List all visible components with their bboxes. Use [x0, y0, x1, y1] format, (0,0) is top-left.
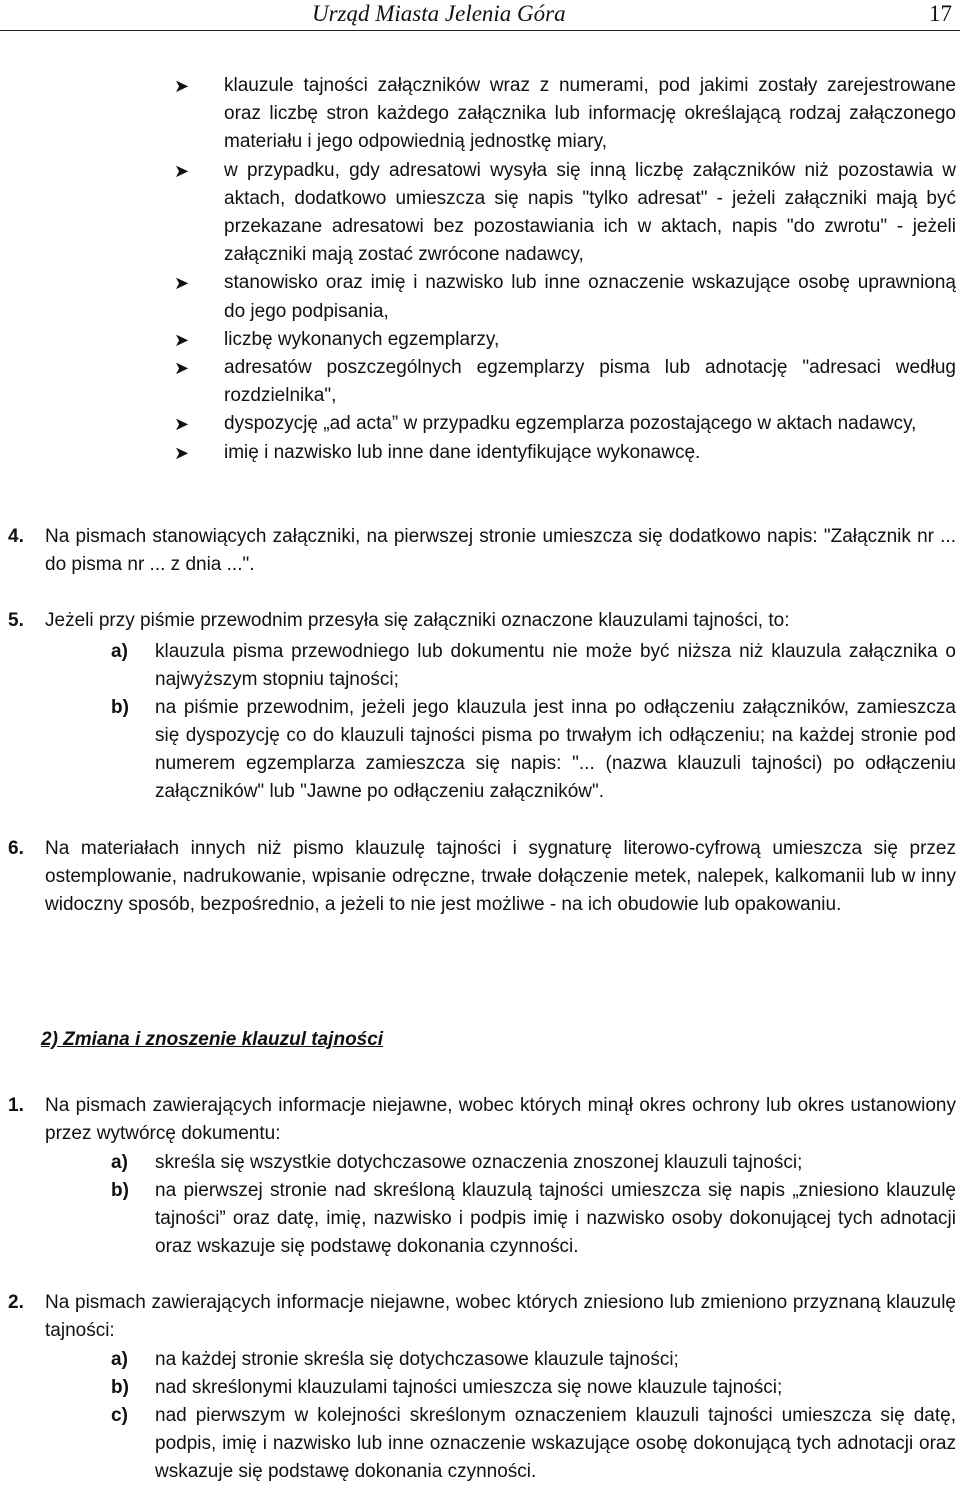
- section-paragraph-1: [0, 1092, 960, 1261]
- arrow-bullet-icon: ➤: [174, 442, 190, 463]
- arrow-bullet-icon: ➤: [174, 76, 190, 96]
- list-item-text: klauzule tajności załączników wraz z numerami, pod jakimi zostały zarejestrowane oraz liczbę stron każdego załącznika lub informację określającą rodzaj załączonego materiału i jego odpowiednią jednostkę miary,: [224, 75, 956, 153]
- sub-item-label: b): [111, 697, 129, 718]
- bullet-list: [0, 72, 960, 467]
- list-item: [0, 326, 960, 354]
- section-paragraph-2: [0, 1289, 960, 1486]
- paragraph-number: 2.: [8, 1292, 24, 1313]
- paragraph-number: 5.: [8, 610, 24, 631]
- sub-item: [0, 1177, 960, 1261]
- sub-item-label: b): [111, 1180, 129, 1201]
- sub-item-text: nad skreślonymi klauzulami tajności umieszcza się nowe klauzule tajności;: [155, 1377, 783, 1398]
- list-item: [0, 410, 960, 438]
- sub-item: [0, 1374, 960, 1402]
- paragraph-number: 1.: [8, 1095, 24, 1116]
- sub-item-text: na pierwszej stronie nad skreśloną klauzulą tajności umieszcza się napis „zniesiono klauzulę tajności” oraz datę, imię, nazwisko i podpis imię i nazwisko osoby dokonującej tych adnotacji oraz wskazuje się podstawę dokonania czynności.: [155, 1180, 956, 1257]
- list-item: [0, 354, 960, 410]
- arrow-bullet-icon: ➤: [174, 414, 190, 435]
- paragraph-text: Na materiałach innych niż pismo klauzulę tajności i sygnaturę literowo-cyfrową umieszcza się przez ostemplowanie, nadrukowanie, wpisanie odręczne, trwałe dołączenie metek, nalepek, kalkomanii lub w inny widoczny sposób, bezpośrednio, a jeżeli to nie jest możliwe - na ich obudowie lub opakowaniu.: [45, 838, 956, 915]
- page-number: 17: [929, 1, 952, 26]
- paragraph-number: 6.: [8, 838, 24, 859]
- sub-item-text: na piśmie przewodnim, jeżeli jego klauzula jest inna po odłączeniu załączników, zamieszcza się dyspozycję co do klauzuli tajności pisma po trwałym ich odłączeniu; na każdej stronie pod numerem egzemplarza zamieszcza się napis: "... (nazwa klauzuli tajności) po odłączeniu załączników" lub "Jawne po odłączeniu załączników".: [155, 697, 956, 802]
- sub-item: [0, 694, 960, 806]
- section-heading: 2) Zmiana i znoszenie klauzul tajności: [41, 1029, 384, 1050]
- sub-item-label: a): [111, 641, 128, 662]
- sub-item-text: skreśla się wszystkie dotychczasowe oznaczenia znoszonej klauzuli tajności;: [155, 1152, 803, 1173]
- paragraph-text: Jeżeli przy piśmie przewodnim przesyła się załączniki oznaczone klauzulami tajności, to:: [45, 610, 790, 631]
- arrow-bullet-icon: ➤: [174, 329, 190, 350]
- paragraph-text: Na pismach stanowiących załączniki, na pierwszej stronie umieszcza się dodatkowo napis: "Załącznik nr ... do pisma nr ... z dnia ...".: [45, 526, 956, 575]
- list-item: [0, 439, 960, 467]
- sub-item-text: na każdej stronie skreśla się dotychczasowe klauzule tajności;: [155, 1349, 679, 1370]
- sub-item-label: c): [111, 1405, 128, 1426]
- list-item-text: w przypadku, gdy adresatowi wysyła się inną liczbę załączników niż pozostawia w aktach, dodatkowo umieszcza się napis "tylko adresat" - jeżeli załączniki mają być przekazane adresatowi bez pozostawiania ich w aktach, napis "do zwrotu" - jeżeli załączniki mają zostać zwrócone nadawcy,: [224, 159, 956, 266]
- paragraph-number: 4.: [8, 526, 24, 547]
- sub-item: [0, 1346, 960, 1374]
- sub-item-text: klauzula pisma przewodniego lub dokumentu nie może być niższa niż klauzula załącznika o najwyższym stopniu tajności;: [155, 641, 956, 690]
- list-item-text: stanowisko oraz imię i nazwisko lub inne oznaczenie wskazujące osobę uprawnioną do jego podpisania,: [224, 272, 956, 322]
- list-item-text: imię i nazwisko lub inne dane identyfikujące wykonawcę.: [224, 441, 701, 463]
- header-title: Urząd Miasta Jelenia Góra: [312, 1, 566, 26]
- list-item: [0, 72, 960, 157]
- arrow-bullet-icon: ➤: [174, 358, 190, 379]
- list-item-text: dyspozycję „ad acta” w przypadku egzemplarza pozostającego w aktach nadawcy,: [224, 413, 917, 435]
- list-item: [0, 157, 960, 270]
- sub-item: [0, 1402, 960, 1486]
- paragraph-5: [0, 607, 960, 806]
- paragraph-text: Na pismach zawierających informacje niejawne, wobec których minął okres ochrony lub okres ustanowiony przez wytwórcę dokumentu:: [45, 1095, 956, 1144]
- sub-item-label: b): [111, 1377, 129, 1398]
- list-item: [0, 269, 960, 325]
- sub-item: [0, 1149, 960, 1177]
- paragraph-4: [0, 523, 960, 579]
- paragraph-6: [0, 835, 960, 919]
- sub-item-label: a): [111, 1349, 128, 1370]
- page-header: [0, 0, 960, 31]
- sub-item: [0, 638, 960, 694]
- list-item-text: adresatów poszczególnych egzemplarzy pisma lub adnotację "adresaci według rozdzielnika",: [224, 357, 956, 407]
- arrow-bullet-icon: ➤: [174, 160, 190, 181]
- arrow-bullet-icon: ➤: [174, 273, 190, 294]
- sub-item-label: a): [111, 1152, 128, 1173]
- list-item-text: liczbę wykonanych egzemplarzy,: [224, 328, 500, 350]
- sub-item-text: nad pierwszym w kolejności skreślonym oznaczeniem klauzuli tajności umieszcza się datę, podpis, imię i nazwisko lub inne oznaczenie wskazujące osobę dokonującą tych adnotacji oraz wskazuje się podstawę dokonania czynności.: [155, 1405, 956, 1482]
- paragraph-text: Na pismach zawierających informacje niejawne, wobec których zniesiono lub zmieniono przyznaną klauzulę tajności:: [45, 1292, 956, 1341]
